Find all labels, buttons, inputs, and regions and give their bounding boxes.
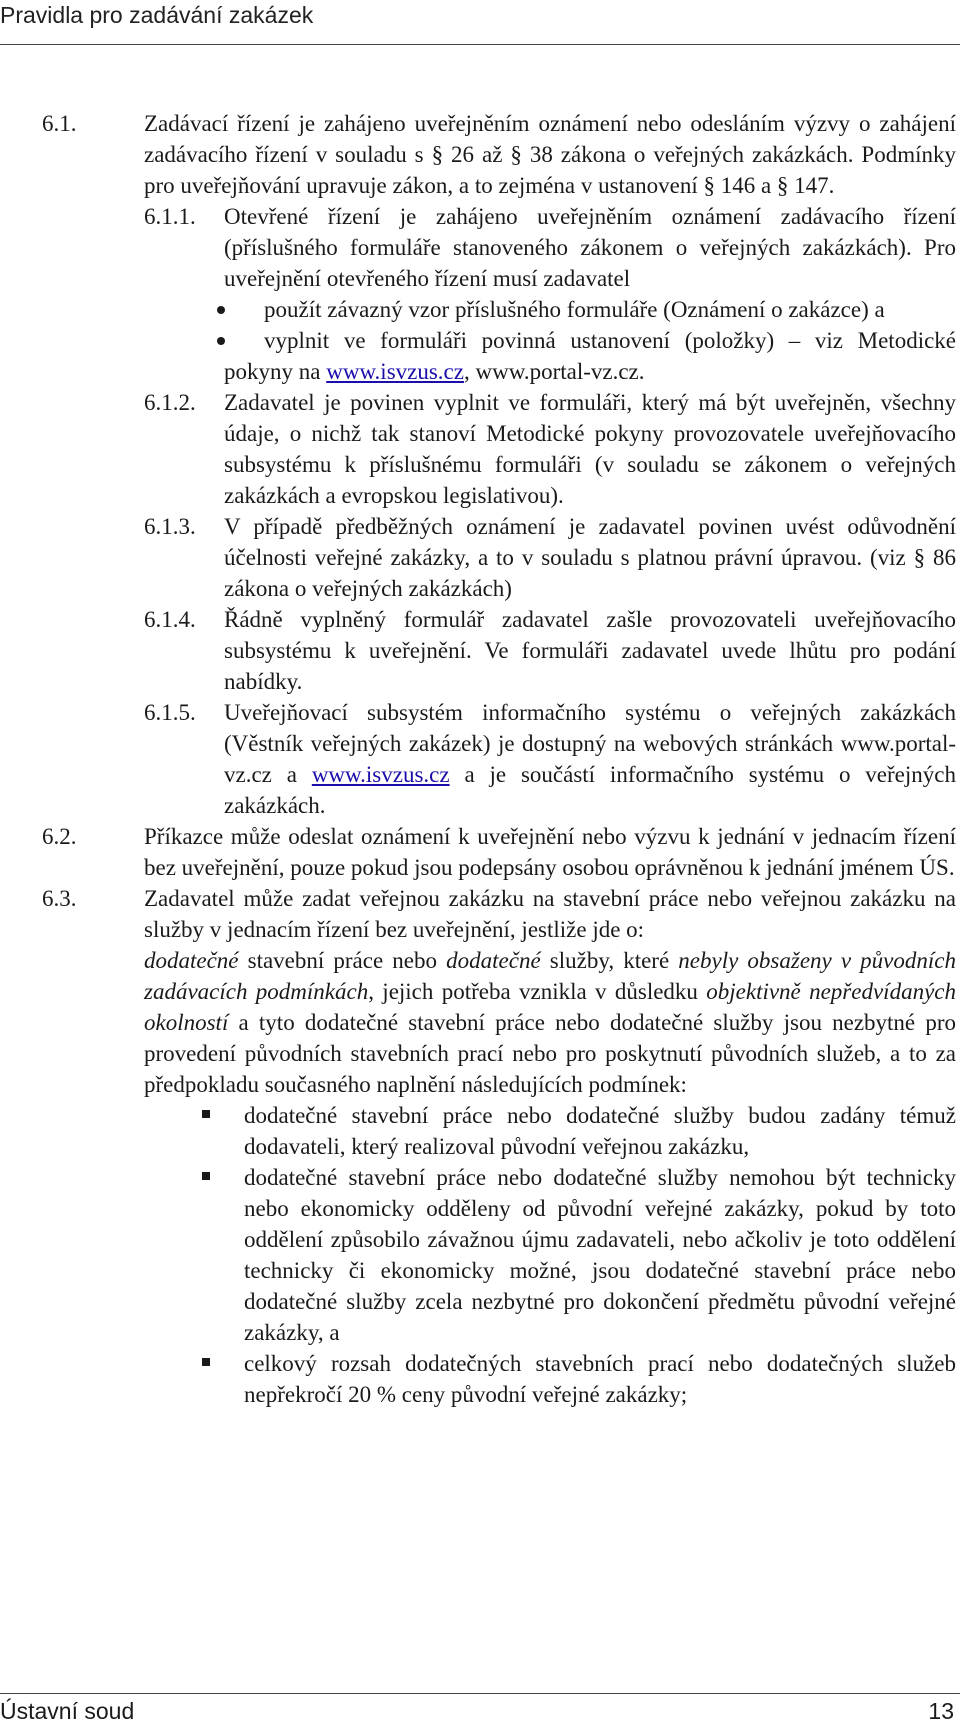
italic-term: dodatečné xyxy=(144,948,239,973)
bullet-dot-icon xyxy=(217,337,225,345)
condition-item xyxy=(0,1100,960,1162)
condition-item xyxy=(0,1162,960,1348)
section-text-part: a je součástí informačního systému o veřejných zakázkách. xyxy=(224,762,956,818)
bullet-text: použít závazný vzor příslušného formuláře (Oznámení o zakázce) a xyxy=(264,297,885,322)
condition-item xyxy=(0,1348,960,1410)
isvzus-link[interactable]: www.isvzus.cz xyxy=(326,359,464,384)
section-6-1-2 xyxy=(0,387,960,511)
square-bullet-icon xyxy=(202,1358,210,1366)
italic-term: dodatečné xyxy=(446,948,541,973)
section-text: V případě předběžných oznámení je zadavatel povinen uvést odůvodnění účelnosti veřejné zakázky, a to v souladu s platnou právní úpravou. (viz § 86 zákona o veřejných zakázkách) xyxy=(224,514,956,601)
section-text: Otevřené řízení je zahájeno uveřejněním oznámení zadávacího řízení (příslušného formuláře stanoveného zákonem o veřejných zakázkách). Pro uveřejnění otevřeného řízení musí zadavatel xyxy=(224,204,956,291)
bullet-item xyxy=(0,325,960,387)
condition-text: celkový rozsah dodatečných stavebních prací nebo dodatečných služeb nepřekročí 20 % ceny původní veřejné zakázky; xyxy=(244,1351,956,1407)
section-number: 6.1.1. xyxy=(144,204,196,229)
document-body xyxy=(0,108,960,1410)
section-number: 6.1.2. xyxy=(144,390,196,415)
section-text: Řádně vyplněný formulář zadavatel zašle provozovateli uveřejňovacího subsystému k uveřejnění. Ve formuláři zadavatel uvede lhůtu pro podání nabídky. xyxy=(224,607,956,694)
text-part: služby, které xyxy=(540,948,679,973)
section-number: 6.2. xyxy=(42,824,77,849)
section-number: 6.1.4. xyxy=(144,607,196,632)
section-text: Zadavatel je povinen vyplnit ve formuláři, který má být uveřejněn, všechny údaje, o nichž tak stanoví Metodické pokyny provozovatele uveřejňovacího subsystému k příslušnému formuláři (v souladu se zákonem o veřejných zakázkách a evropskou legislativou). xyxy=(224,390,956,508)
section-6-3-paragraph xyxy=(0,945,960,1100)
bullet-text-part: vyplnit ve formuláři povinná ustanovení (položky) – viz Metodické pokyny na xyxy=(224,328,956,384)
italic-term: nebyly obsaženy v původních zadávacích podmínkách xyxy=(144,948,956,1004)
footer-institution: Ústavní soud xyxy=(0,1698,135,1724)
text-part: a tyto dodatečné stavební práce nebo dodatečné služby jsou nezbytné pro provedení původních stavebních prací nebo pro poskytnutí původních služeb, a to za předpokladu současného naplnění následujících podmínek: xyxy=(144,1010,956,1097)
text-part: stavební práce nebo xyxy=(238,948,447,973)
section-number: 6.3. xyxy=(42,886,77,911)
square-bullet-icon xyxy=(202,1110,210,1118)
italic-term: objektivně nepředvídaných okolností xyxy=(144,979,956,1035)
condition-text: dodatečné stavební práce nebo dodatečné služby nemohou být technicky nebo ekonomicky odděleny od původní veřejné zakázky, pokud by toto oddělení způsobilo závažnou újmu zadavateli, nebo ačkoliv je toto oddělení technicky či ekonomicky možné, jsou dodatečné stavební práce nebo dodatečné služby zcela nezbytné pro dokončení předmětu původní veřejné zakázky, a xyxy=(244,1165,956,1345)
section-number: 6.1.5. xyxy=(144,700,196,725)
section-text: Zadávací řízení je zahájeno uveřejněním oznámení nebo odesláním výzvy o zahájení zadávacího řízení v souladu s § 26 až § 38 zákona o veřejných zakázkách. Podmínky pro uveřejňování upravuje zákon, a to zejména v ustanovení § 146 a § 147. xyxy=(144,111,956,198)
header-divider xyxy=(0,44,960,45)
section-6-1-4 xyxy=(0,604,960,697)
section-6-1-3 xyxy=(0,511,960,604)
section-6-3 xyxy=(0,883,960,945)
section-6-1-1 xyxy=(0,201,960,294)
square-bullet-icon xyxy=(202,1172,210,1180)
page-header-title: Pravidla pro zadávání zakázek xyxy=(0,2,314,28)
section-intro: Zadavatel může zadat veřejnou zakázku na stavební práce nebo veřejnou zakázku na služby v jednacím řízení bez uveřejnění, jestliže jde o: xyxy=(144,886,956,942)
text-part: , jejich potřeba vznikla v důsledku xyxy=(368,979,707,1004)
bullet-text xyxy=(224,325,956,387)
section-6-2 xyxy=(0,821,960,883)
footer-divider xyxy=(0,1693,960,1694)
section-6-1-5 xyxy=(0,697,960,821)
page-number: 13 xyxy=(928,1698,954,1724)
section-text xyxy=(224,700,956,818)
section-6-1 xyxy=(0,108,960,201)
condition-text: dodatečné stavební práce nebo dodatečné služby budou zadány témuž dodavateli, který realizoval původní veřejnou zakázku, xyxy=(244,1103,956,1159)
section-number: 6.1.3. xyxy=(144,514,196,539)
section-text-part: Uveřejňovací subsystém informačního systému o veřejných zakázkách (Věstník veřejných zakázek) je dostupný na webových stránkách www.portal-vz.cz a xyxy=(224,700,956,787)
bullet-text-part: , www.portal-vz.cz. xyxy=(463,359,645,384)
section-text: Příkazce může odeslat oznámení k uveřejnění nebo výzvu k jednání v jednacím řízení bez uveřejnění, pouze pokud jsou podepsány osobou oprávněnou k jednání jménem ÚS. xyxy=(144,824,956,880)
section-number: 6.1. xyxy=(42,111,77,136)
isvzus-link[interactable]: www.isvzus.cz xyxy=(311,762,450,787)
bullet-dot-icon xyxy=(217,306,225,314)
bullet-item xyxy=(0,294,960,325)
